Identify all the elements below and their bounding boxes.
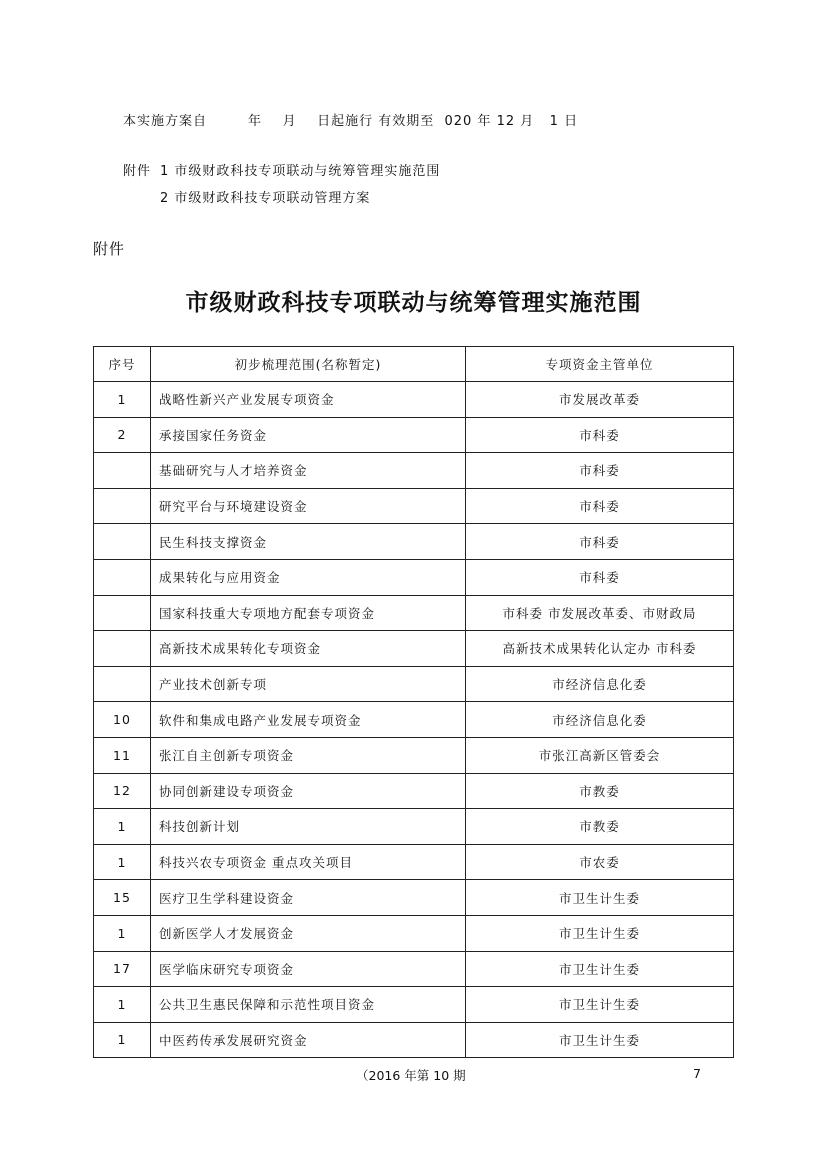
row-unit: 高新技术成果转化认定办 市科委 [466, 631, 734, 667]
row-index: 1 [94, 844, 151, 880]
row-scope: 民生科技支撑资金 [151, 524, 466, 560]
row-index [94, 631, 151, 667]
row-scope: 产业技术创新专项 [151, 666, 466, 702]
attachment-item-1: 1 市级财政科技专项联动与统筹管理实施范围 [160, 164, 441, 179]
row-index: 11 [94, 737, 151, 773]
row-unit: 市卫生计生委 [466, 880, 734, 916]
row-unit: 市发展改革委 [466, 382, 734, 418]
table-row [94, 809, 734, 845]
row-scope: 科技创新计划 [151, 809, 466, 845]
row-index [94, 595, 151, 631]
table-row [94, 844, 734, 880]
row-unit: 市科委 [466, 453, 734, 489]
row-unit: 市张江高新区管委会 [466, 737, 734, 773]
row-scope: 中医药传承发展研究资金 [151, 1022, 466, 1058]
row-index: 1 [94, 1022, 151, 1058]
row-index: 1 [94, 915, 151, 951]
table-row [94, 382, 734, 418]
row-unit: 市科委 [466, 417, 734, 453]
table-row [94, 631, 734, 667]
row-unit: 市卫生计生委 [466, 951, 734, 987]
row-unit: 市卫生计生委 [466, 1022, 734, 1058]
page-number: 7 [693, 1066, 701, 1081]
row-index: 12 [94, 773, 151, 809]
row-index: 10 [94, 702, 151, 738]
table-row [94, 453, 734, 489]
row-unit: 市卫生计生委 [466, 915, 734, 951]
table-row [94, 666, 734, 702]
table-row [94, 987, 734, 1023]
table-row [94, 915, 734, 951]
row-unit: 市卫生计生委 [466, 987, 734, 1023]
row-scope: 国家科技重大专项地方配套专项资金 [151, 595, 466, 631]
table-row [94, 951, 734, 987]
table-row [94, 417, 734, 453]
row-index: 17 [94, 951, 151, 987]
row-index [94, 453, 151, 489]
row-index [94, 488, 151, 524]
row-unit: 市科委 [466, 488, 734, 524]
attachment-item-2: 2 市级财政科技专项联动管理方案 [160, 191, 371, 206]
row-scope: 软件和集成电路产业发展专项资金 [151, 702, 466, 738]
row-unit: 市经济信息化委 [466, 702, 734, 738]
issue-label: （2016 年第 10 期 [356, 1068, 466, 1083]
row-scope: 高新技术成果转化专项资金 [151, 631, 466, 667]
row-index: 15 [94, 880, 151, 916]
row-index [94, 524, 151, 560]
row-unit: 市教委 [466, 773, 734, 809]
row-scope: 科技兴农专项资金 重点攻关项目 [151, 844, 466, 880]
row-scope: 承接国家任务资金 [151, 417, 466, 453]
row-index: 1 [94, 987, 151, 1023]
row-unit: 市科委 市发展改革委、市财政局 [466, 595, 734, 631]
row-scope: 张江自主创新专项资金 [151, 737, 466, 773]
row-index: 1 [94, 809, 151, 845]
row-index [94, 559, 151, 595]
row-scope: 战略性新兴产业发展专项资金 [151, 382, 466, 418]
row-unit: 市农委 [466, 844, 734, 880]
effective-date-line: 本实施方案自 年 月 日起施行 有效期至 020 年 12 月 1 日 [123, 114, 579, 129]
row-index: 1 [94, 382, 151, 418]
row-scope: 成果转化与应用资金 [151, 559, 466, 595]
table-row [94, 488, 734, 524]
row-index: 2 [94, 417, 151, 453]
table-row [94, 702, 734, 738]
row-index [94, 666, 151, 702]
table-row [94, 1022, 734, 1058]
header-index: 序号 [94, 347, 151, 382]
row-scope: 协同创新建设专项资金 [151, 773, 466, 809]
row-scope: 创新医学人才发展资金 [151, 915, 466, 951]
table-row [94, 595, 734, 631]
row-scope: 医疗卫生学科建设资金 [151, 880, 466, 916]
row-unit: 市科委 [466, 524, 734, 560]
table-row [94, 773, 734, 809]
row-scope: 研究平台与环境建设资金 [151, 488, 466, 524]
document-title: 市级财政科技专项联动与统筹管理实施范围 [185, 289, 642, 316]
row-unit: 市教委 [466, 809, 734, 845]
scope-table [93, 346, 734, 1058]
header-scope: 初步梳理范围(名称暂定) [151, 347, 466, 382]
section-label: 附件 [93, 240, 126, 258]
table-header-row [94, 347, 734, 382]
header-unit: 专项资金主管单位 [466, 347, 734, 382]
table-row [94, 559, 734, 595]
row-scope: 基础研究与人才培养资金 [151, 453, 466, 489]
table-row [94, 737, 734, 773]
row-scope: 医学临床研究专项资金 [151, 951, 466, 987]
row-unit: 市经济信息化委 [466, 666, 734, 702]
table-row [94, 880, 734, 916]
row-unit: 市科委 [466, 559, 734, 595]
row-scope: 公共卫生惠民保障和示范性项目资金 [151, 987, 466, 1023]
attachments-label: 附件 [123, 164, 152, 179]
table-row [94, 524, 734, 560]
